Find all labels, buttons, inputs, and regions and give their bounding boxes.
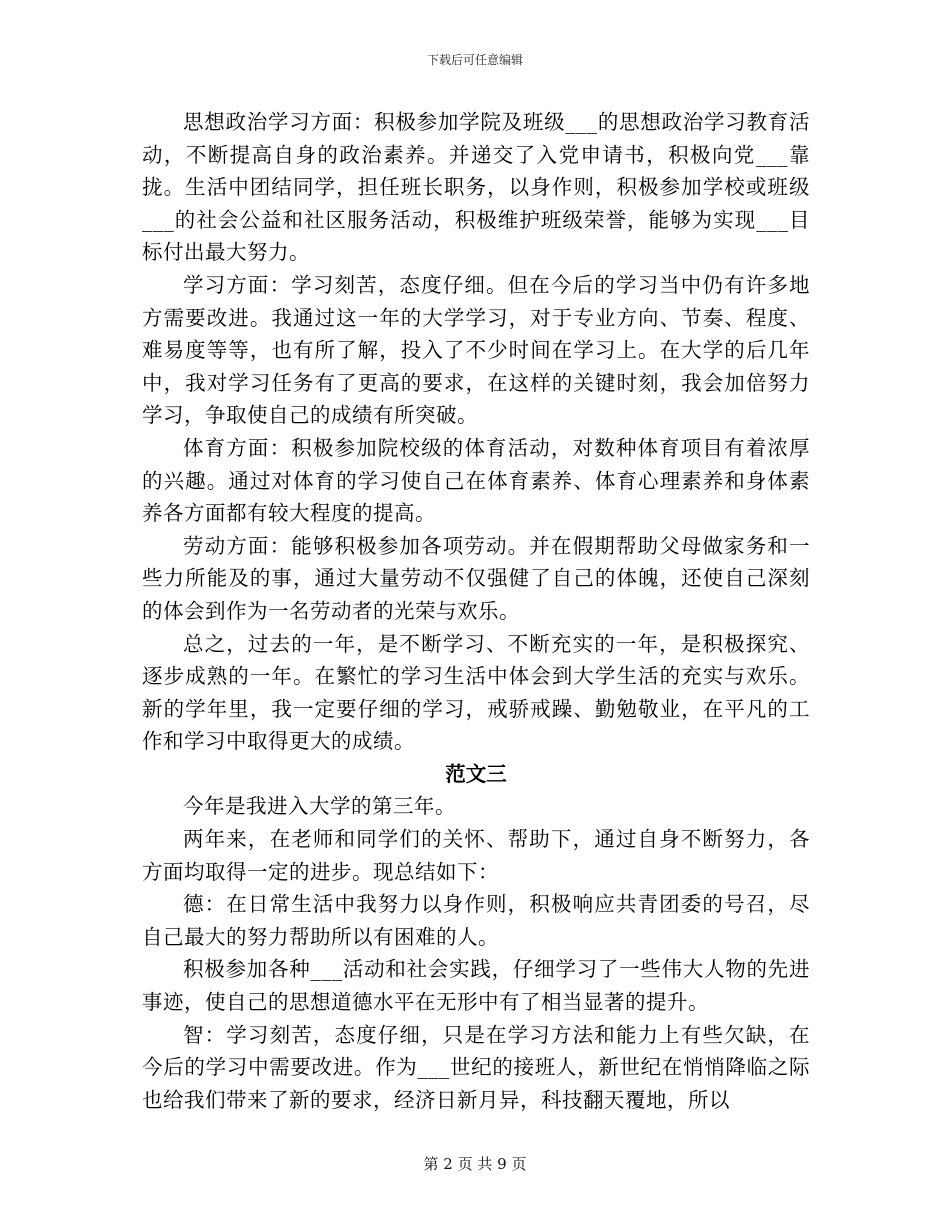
paragraph-study: 学习方面：学习刻苦，态度仔细。但在今后的学习当中仍有许多地方需要改进。我通过这一年的大学学习，对于专业方向、节奏、程度、难易度等等，也有所了解，投入了不少时间在学习上。在大学的后几年中，我对学习任务有了更高的要求，在这样的关键时刻，我会加倍努力学习，争取使自己的成绩有所突破。 bbox=[142, 272, 810, 428]
paragraph-activities: 积极参加各种___活动和社会实践，仔细学习了一些伟大人物的先进事迹，使自己的思想道德水平在无形中有了相当显著的提升。 bbox=[142, 957, 810, 1015]
paragraph-conclusion: 总之，过去的一年，是不断学习、不断充实的一年，是积极探究、逐步成熟的一年。在繁忙的学习生活中体会到大学生活的充实与欢乐。新的学年里，我一定要仔细的学习，戒骄戒躁、勤勉敬业，在平凡的工作和学习中取得更大的成绩。 bbox=[142, 631, 810, 754]
paragraph-labor: 劳动方面：能够积极参加各项劳动。并在假期帮助父母做家务和一些力所能及的事，通过大量劳动不仅强健了自己的体魄，还使自己深刻的体会到作为一名劳动者的光荣与欢乐。 bbox=[142, 533, 810, 623]
paragraph-sports: 体育方面：积极参加院校级的体育活动，对数种体育项目有着浓厚的兴趣。通过对体育的学习使自己在体育素养、体育心理素养和身体素养各方面都有较大程度的提高。 bbox=[142, 435, 810, 526]
paragraph-overview: 两年来，在老师和同学们的关怀、帮助下，通过自身不断努力，各方面均取得一定的进步。现总结如下： bbox=[142, 827, 810, 884]
page-header: 下载后可任意编辑 bbox=[426, 53, 523, 67]
paragraph-political-study: 思想政治学习方面：积极参加学院及班级___的思想政治学习教育活动，不断提高自身的政治素养。并递交了入党申请书，积极向党___靠拢。生活中团结同学，担任班长职务，以身作则，积极参加学校或班级___的社会公益和社区服务活动，积极维护班级荣誉，能够为实现___目标付出最大努力。 bbox=[142, 110, 810, 265]
paragraph-intellect: 智：学习刻苦，态度仔细，只是在学习方法和能力上有些欠缺，在今后的学习中需要改进。作为___世纪的接班人，新世纪在悄悄降临之际也给我们带来了新的要求，经济日新月异，科技翻天覆地，所以 bbox=[142, 1022, 810, 1112]
page-footer: 第 2 页 共 9 页 bbox=[423, 1155, 527, 1173]
paragraph-intro: 今年是我进入大学的第三年。 bbox=[183, 794, 456, 819]
document-body bbox=[142, 106, 810, 1116]
paragraph-morality: 德：在日常生活中我努力以身作则，积极响应共青团委的号召，尽自己最大的努力帮助所以有困难的人。 bbox=[142, 892, 810, 949]
section-title: 范文三 bbox=[445, 761, 507, 786]
